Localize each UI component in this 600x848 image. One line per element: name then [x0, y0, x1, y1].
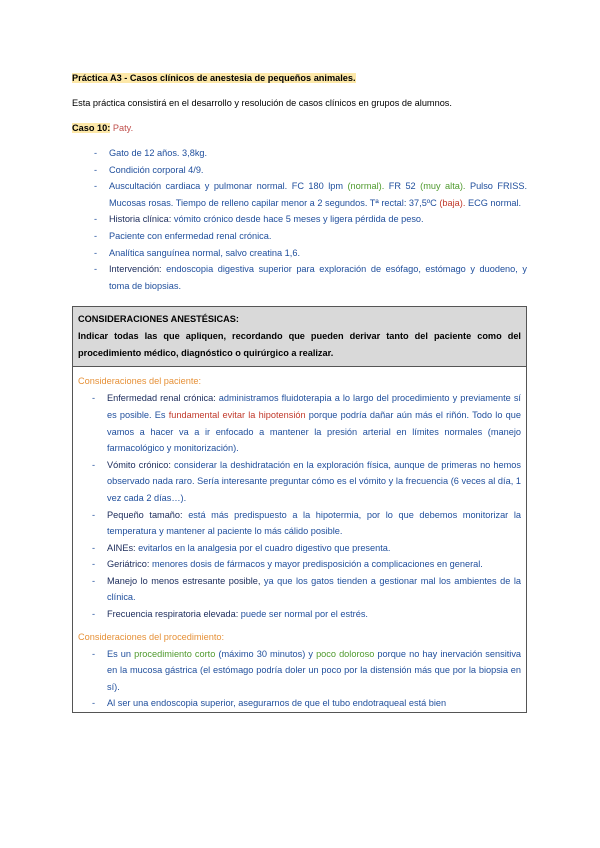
- list-item: - Auscultación cardiaca y pulmonar normal. FC 180 lpm (normal). FR 52 (muy alta). Pulso FRISS. Mucosas rosas. Tiempo de relleno capilar menor a 2 segundos. Tª rectal: 37,5ºC (baja). ECG normal.: [94, 178, 527, 211]
- list-item: - Intervención: endoscopia digestiva superior para exploración de esófago, estómago y duodeno, y toma de biopsias.: [94, 261, 527, 294]
- case-heading: [72, 120, 527, 137]
- list-item: - Enfermedad renal crónica: administramos fluidoterapia a lo largo del procedimiento y previamente sí es posible. Es fundamental evitar la hipotensión porque podría dañar aún más el riñón. Todo lo que vamos a hacer va a ir enfocado a mantener la presión arterial en límites normales (manejo farmacológico y monitorización).: [92, 390, 521, 456]
- case-label: Caso 10:: [72, 123, 111, 133]
- section-heading-patient: Consideraciones del paciente:: [78, 376, 202, 387]
- list-item: - Es un procedimiento corto (máximo 30 minutos) y poco doloroso porque no hay inervación sensitiva en la mucosa gástrica (el estómago podría doler un poco por la distensión más que por la biopsia en sí).: [92, 646, 521, 696]
- intro-text: Esta práctica consistirá en el desarrollo y resolución de casos clínicos en grupos de alumnos.: [72, 98, 452, 108]
- list-item: - Analítica sanguínea normal, salvo creatina 1,6.: [94, 245, 527, 262]
- case-data-list: [72, 145, 527, 294]
- list-item: - Gato de 12 años. 3,8kg.: [94, 145, 527, 162]
- list-item: - Geriátrico: menores dosis de fármacos y mayor predisposición a complicaciones en general.: [92, 556, 521, 573]
- document-page: [72, 70, 527, 713]
- case-name: Paty.: [112, 123, 134, 133]
- procedure-considerations-list: [78, 646, 521, 712]
- section-heading-procedure: Consideraciones del procedimiento:: [78, 631, 225, 642]
- considerations-body: [73, 367, 526, 712]
- list-item: - Manejo lo menos estresante posible, ya que los gatos tienden a gestionar mal los ambientes de la clínica.: [92, 573, 521, 606]
- patient-considerations-list: [78, 390, 521, 622]
- list-item: - Al ser una endoscopia superior, asegurarnos de que el tubo endotraqueal está bien: [92, 695, 521, 712]
- considerations-header: CONSIDERACIONES ANESTÉSICAS: Indicar todas las que apliquen, recordando que pueden derivar tanto del paciente como del procedimiento médico, diagnóstico o quirúrgico a realizar.: [73, 307, 526, 367]
- list-item: - Vómito crónico: considerar la deshidratación en la exploración física, aunque de primeras no hemos observado nada raro. Sería interesante preguntar cómo es el vómito y la frecuencia (6 veces al día, 1 vez cada 2 días…).: [92, 457, 521, 507]
- considerations-box: [72, 306, 527, 713]
- list-item: - Frecuencia respiratoria elevada: puede ser normal por el estrés.: [92, 606, 521, 623]
- list-item: - Condición corporal 4/9.: [94, 162, 527, 179]
- page-title: Práctica A3 - Casos clínicos de anestesia de pequeños animales.: [72, 73, 356, 83]
- list-item: - Historia clínica: vómito crónico desde hace 5 meses y ligera pérdida de peso.: [94, 211, 527, 228]
- list-item: - AINEs: evitarlos en la analgesia por el cuadro digestivo que presenta.: [92, 540, 521, 557]
- list-item: - Paciente con enfermedad renal crónica.: [94, 228, 527, 245]
- list-item: - Pequeño tamaño: está más predispuesto a la hipotermia, por lo que debemos monitorizar la temperatura y mantener al paciente lo más cálido posible.: [92, 507, 521, 540]
